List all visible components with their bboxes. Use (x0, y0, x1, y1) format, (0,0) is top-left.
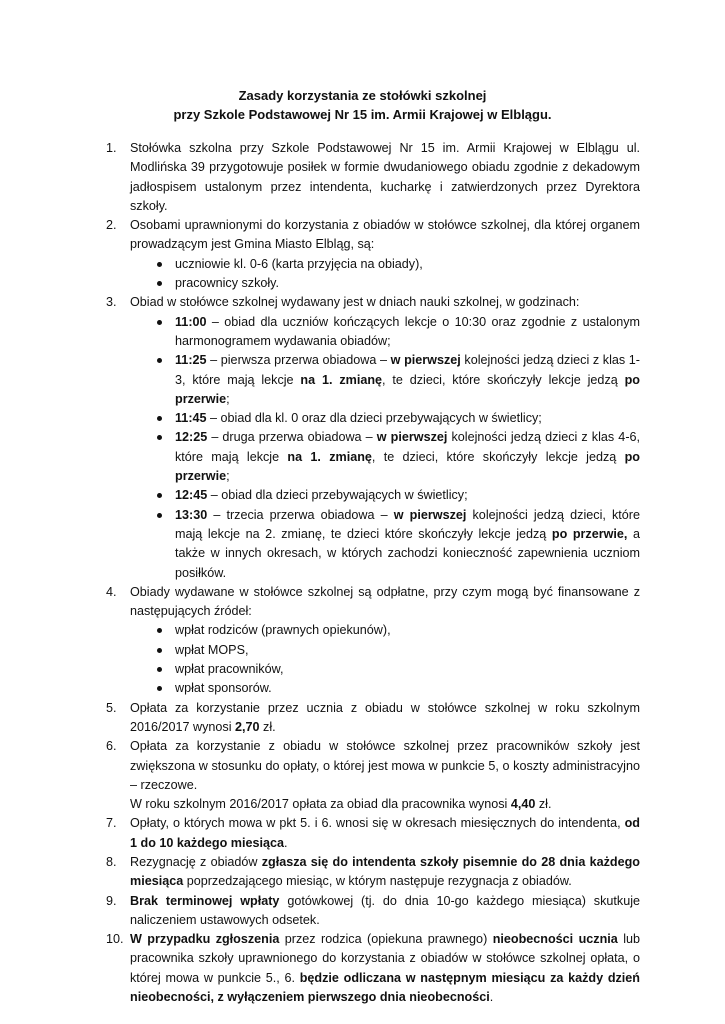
rule-text: Rezygnację z obiadów zgłasza się do intendenta szkoły pisemnie do 28 dnia każdego miesiąca poprzedzającego miesiąc, w którym następuje rezygnacja z obiadów. (130, 854, 640, 889)
employee-meal-price: 4,40 (510, 797, 536, 812)
schedule-time: 11:25 (175, 353, 207, 368)
document-title-line-2: przy Szkole Podstawowej Nr 15 im. Armii Krajowej w Elblągu. (173, 107, 552, 122)
schedule-time: 11:45 (175, 411, 207, 426)
schedule-item: 13:30 – trzecia przerwa obiadowa – w pierwszej kolejności jedzą dzieci, które mają lekcje na 2. zmianę, te dzieci które skończyły lekcje jedzą po przerwie, a także w innych okresach, w których zachodzi konieczność zapewnienia uczniom posiłków. (130, 506, 640, 583)
rule-item-10 (106, 930, 640, 1007)
rule-text-continued: W roku szkolnym 2016/2017 opłata za obiad dla pracownika wynosi 4,40 zł. (130, 797, 552, 812)
rule-item-4 (106, 583, 640, 699)
rule-item-5 (106, 699, 640, 738)
rule-text: Obiady wydawane w stołówce szkolnej są odpłatne, przy czym mogą być finansowane z następujących źródeł: (130, 584, 640, 619)
schedule-item: 11:00 – obiad dla uczniów kończących lekcje o 10:30 oraz zgodnie z ustalonym harmonogramem wydawania obiadów; (130, 313, 640, 352)
rule-number: 2. (106, 218, 117, 233)
rule-number: 1. (106, 141, 117, 155)
meal-schedule-list (130, 313, 640, 583)
rule-text: Opłata za korzystanie z obiadu w stołówce szkolnej przez pracowników szkoły jest zwiększona w stosunku do opłaty, o której jest mowa w punkcie 5, o koszty administracyjno – rzeczowe. (130, 739, 640, 792)
list-item: wpłat sponsorów. (130, 679, 640, 698)
list-item: wpłat rodziców (prawnych opiekunów), (130, 621, 640, 640)
document-title-line-1: Zasady korzystania ze stołówki szkolnej (238, 88, 487, 103)
schedule-time: 13:30 (175, 507, 208, 522)
rule-item-8 (106, 853, 640, 892)
rule-item-3 (106, 293, 640, 582)
rule-number: 10. (106, 932, 124, 947)
schedule-time: 12:25 (175, 430, 208, 445)
rule-text: W przypadku zgłoszenia przez rodzica (opiekuna prawnego) nieobecności ucznia lub pracownika szkoły uprawnionego do korzystania z obiadów w stołówce szkolnej opłata, o której mowa w punkcie 5., 6. będzie odliczana w następnym miesiącu za każdy dzień nieobecności, z wyłączeniem pierwszego dnia nieobecności. (130, 932, 641, 1005)
list-item: pracownicy szkoły. (130, 274, 640, 293)
funding-sources-list (130, 621, 640, 698)
rule-number: 7. (106, 816, 117, 831)
schedule-time: 11:00 (175, 314, 207, 329)
rule-number: 6. (106, 739, 117, 754)
rule-item-1 (106, 139, 640, 216)
rule-text: Obiad w stołówce szkolnej wydawany jest w dniach nauki szkolnej, w godzinach: (130, 295, 580, 310)
rule-number: 5. (106, 700, 117, 715)
schedule-item: 11:25 – pierwsza przerwa obiadowa – w pierwszej kolejności jedzą dzieci z klas 1-3, które mają lekcje na 1. zmianę, te dzieci, które skończyły lekcje jedzą po przerwie; (130, 351, 640, 409)
rule-item-9 (106, 892, 640, 931)
list-item: uczniowie kl. 0-6 (karta przyjęcia na obiady), (130, 255, 640, 274)
rule-text: Stołówka szkolna przy Szkole Podstawowej Nr 15 im. Armii Krajowej w Elblągu ul. Modlińska 39 przygotowuje posiłek w formie dwudaniowego obiadu zgodnie z dekadowym jadłospisem ustalonym przez intendenta, kucharkę i zatwierdzonych przez Dyrektora szkoły. (130, 141, 640, 213)
rules-list (106, 139, 640, 1007)
rule-item-2 (106, 216, 640, 293)
rule-item-7 (106, 814, 640, 853)
rule-number: 8. (106, 854, 117, 869)
schedule-item: 11:45 – obiad dla kl. 0 oraz dla dzieci przebywających w świetlicy; (130, 409, 640, 428)
list-item: wpłat MOPS, (130, 641, 640, 660)
list-item: wpłat pracowników, (130, 660, 640, 679)
rule-text: Opłata za korzystanie przez ucznia z obiadu w stołówce szkolnej w roku szkolnym 2016/2017 wynosi 2,70 zł. (130, 700, 640, 734)
rule-number: 3. (106, 295, 117, 310)
schedule-item: 12:25 – druga przerwa obiadowa – w pierwszej kolejności jedzą dzieci z klas 4-6, które mają lekcje na 1. zmianę, te dzieci, które skończyły lekcje jedzą po przerwie; (130, 428, 640, 486)
rule-number: 4. (106, 584, 117, 599)
schedule-item: 12:45 – obiad dla dzieci przebywających w świetlicy; (130, 486, 640, 505)
schedule-time: 12:45 (175, 488, 208, 503)
rule-item-6 (106, 737, 640, 814)
rule-text: Brak terminowej wpłaty gotówkowej (tj. do dnia 10-go każdego miesiąca) skutkuje naliczeniem ustawowych odsetek. (130, 893, 641, 927)
rule-number: 9. (106, 893, 117, 908)
student-meal-price: 2,70 (235, 719, 260, 734)
rule-text: Osobami uprawnionymi do korzystania z obiadów w stołówce szkolnej, dla której organem prowadzącym jest Gmina Miasto Elbląg, są: (130, 218, 640, 252)
eligible-persons-list (130, 255, 640, 294)
rule-text: Opłaty, o których mowa w pkt 5. i 6. wnosi się w okresach miesięcznych do intendenta, od 1 do 10 każdego miesiąca. (130, 816, 640, 850)
